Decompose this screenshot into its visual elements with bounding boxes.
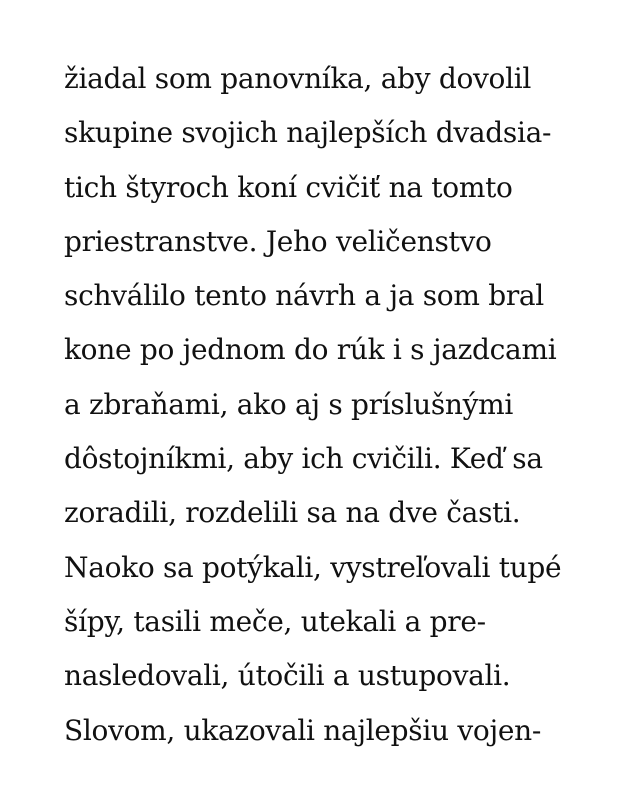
text-line-7: a zbraňami, ako aj s príslušnými (64, 387, 514, 421)
text-line-11: šípy, tasili meče, utekali a pre- (64, 604, 486, 638)
text-line-10: Naoko sa potýkali, vystreľovali tupé (64, 550, 562, 584)
text-line-9: zoradili, rozdelili sa na dve časti. (64, 496, 521, 530)
body-text (64, 52, 624, 758)
text-line-3: tich štyroch koní cvičiť na tomto (64, 170, 513, 204)
text-line-8: dôstojníkmi, aby ich cvičili. Keď sa (64, 442, 543, 476)
text-line-4: priestranstve. Jeho veličenstvo (64, 224, 492, 258)
text-line-6: kone po jednom do rúk i s jazdcami (64, 333, 557, 367)
text-line-13: Slovom, ukazovali najlepšiu vojen- (64, 713, 541, 747)
text-line-12: nasledovali, útočili a ustupovali. (64, 659, 511, 693)
text-line-5: schválilo tento návrh a ja som bral (64, 279, 544, 313)
text-line-1: žiadal som panovníka, aby dovolil (64, 62, 532, 95)
text-line-2: skupine svojich najlepších dvadsia- (64, 116, 552, 150)
